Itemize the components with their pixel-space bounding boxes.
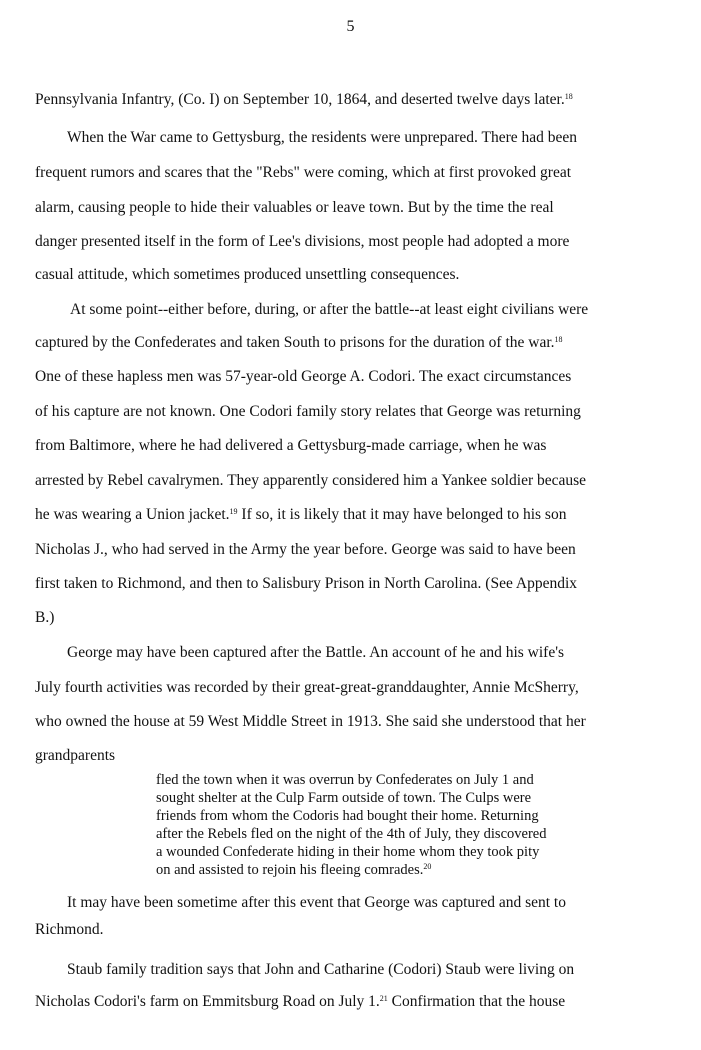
block-quote-line: friends from whom the Codoris had bought their home. Returning [156, 808, 539, 824]
footnote-ref: 18 [564, 92, 573, 101]
text-line: danger presented itself in the form of Lee's divisions, most people had adopted a more [35, 233, 570, 250]
text-line: of his capture are not known. One Codori family story relates that George was returning [35, 403, 581, 420]
text-line: Staub family tradition says that John and Catharine (Codori) Staub were living on [67, 961, 575, 978]
block-quote-line: fled the town when it was overrun by Confederates on July 1 and [156, 772, 534, 788]
text-line: Nicholas Codori's farm on Emmitsburg Road on July 1.21 Confirmation that the house [35, 993, 566, 1010]
block-quote-line: on and assisted to rejoin his fleeing comrades.$^{20}$ [156, 862, 432, 878]
text-line: frequent rumors and scares that the "Rebs" were coming, which at first provoked great [35, 164, 572, 181]
text-line: first taken to Richmond, and then to Salisbury Prison in North Carolina. (See Appendix [35, 575, 578, 592]
block-quote-line: a wounded Confederate hiding in their home whom they took pity [156, 844, 540, 860]
text-line: Richmond. [35, 921, 104, 938]
text-line: who owned the house at 59 West Middle Street in 1913. She said she understood that her [35, 713, 586, 730]
text-line: grandparents [35, 747, 116, 764]
block-quote-line: after the Rebels fled on the night of the 4th of July, they discovered [156, 826, 547, 842]
text-line: captured by the Confederates and taken South to prisons for the duration of the war.$^{18}$ [35, 334, 563, 351]
text-line: George may have been captured after the Battle. An account of he and his wife's [67, 644, 565, 661]
block-quote-line: sought shelter at the Culp Farm outside of town. The Culps were [156, 790, 532, 806]
text-line: At some point--either before, during, or after the battle--at least eight civilians were [70, 301, 589, 318]
text-line: he was wearing a Union jacket.$^{19}$ If so, it is likely that it may have belonged to his son [35, 506, 567, 523]
text-line: July fourth activities was recorded by their great-great-granddaughter, Annie McSherry, [35, 679, 579, 696]
text-line: arrested by Rebel cavalrymen. They apparently considered him a Yankee soldier because [35, 472, 587, 489]
page-number: 5 [346, 18, 355, 35]
footnote-ref: 19 [229, 507, 238, 516]
text-line: alarm, causing people to hide their valuables or leave town. But by the time the real [35, 199, 554, 216]
text-line: B.) [35, 609, 55, 626]
text-line: When the War came to Gettysburg, the residents were unprepared. There had been [67, 129, 578, 146]
text-line: from Baltimore, where he had delivered a Gettysburg-made carriage, when he was [35, 437, 547, 454]
text-line: Nicholas J., who had served in the Army the year before. George was said to have been [35, 541, 576, 558]
text-line: Pennsylvania Infantry, (Co. I) on September 10, 1864, and deserted twelve days later.$^{18}$ [35, 91, 573, 108]
text-line: It may have been sometime after this event that George was captured and sent to [67, 894, 566, 911]
footnote-ref: 21 [379, 994, 388, 1003]
footnote-ref: 20 [423, 862, 432, 871]
text-line: One of these hapless men was 57-year-old George A. Codori. The exact circumstances [35, 368, 572, 385]
text-line: casual attitude, which sometimes produced unsettling consequences. [35, 266, 460, 283]
footnote-ref: 18 [554, 335, 563, 344]
